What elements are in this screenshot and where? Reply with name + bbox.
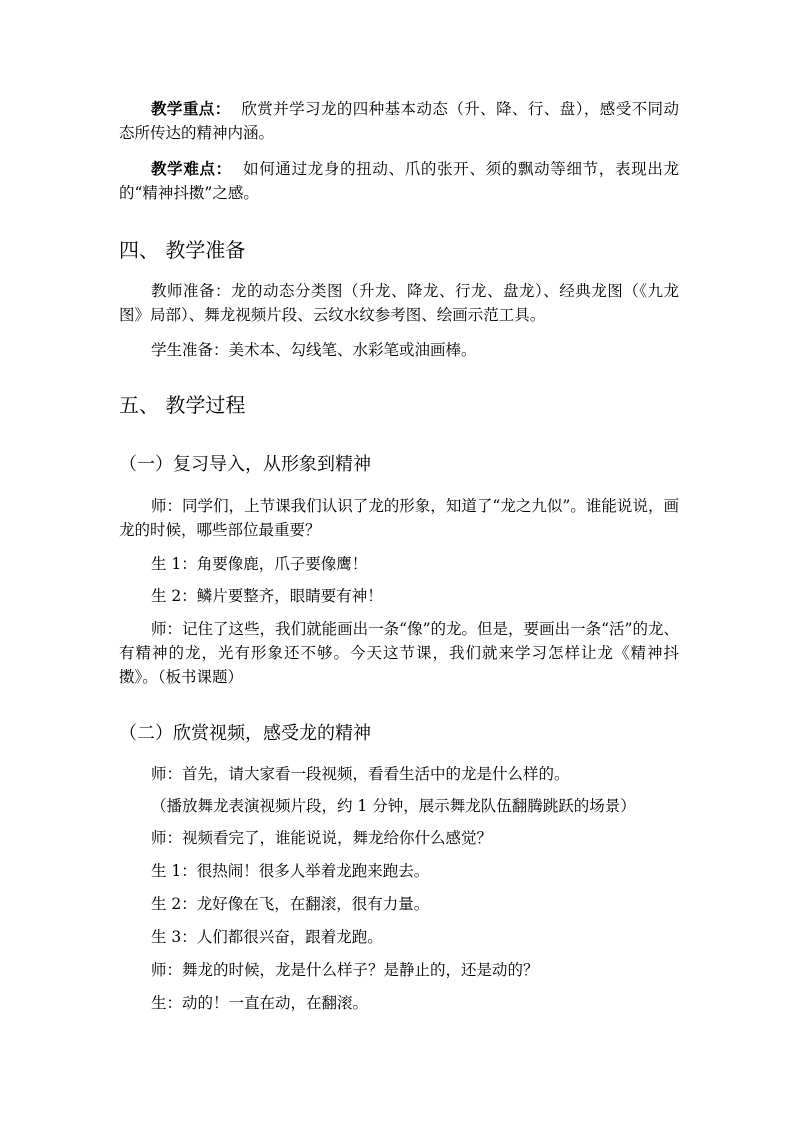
key-point-label: 教学重点：	[151, 99, 231, 118]
difficulty-paragraph	[119, 157, 679, 205]
difficulty-text: 如何通过龙身的扭动、爪的张开、须的飘动等细节，表现出龙的“精神抖擞”之感。	[119, 160, 679, 202]
dialogue-line: 师：记住了这些，我们就能画出一条“像”的龙。但是，要画出一条“活”的龙、有精神的龙，光有形象还不够。今天这节课，我们就来学习怎样让龙《精神抖擞》。（板书课题）	[119, 620, 679, 686]
dialogue-line: 师：舞龙的时候，龙是什么样子？是静止的，还是动的？	[151, 961, 539, 979]
dialogue-line: 师：首先，请大家看一段视频，看看生活中的龙是什么样的。	[151, 765, 570, 783]
dialogue-line: 生 3：人们都很兴奋，跟着龙跑。	[151, 928, 383, 946]
teacher-prep-paragraph: 教师准备：龙的动态分类图（升龙、降龙、行龙、盘龙）、经典龙图（《九龙图》局部）、舞龙视频片段、云纹水纹参考图、绘画示范工具。	[119, 282, 679, 324]
dialogue-line: 师：视频看完了，谁能说说，舞龙给你什么感觉？	[151, 829, 493, 847]
key-point-paragraph	[119, 97, 679, 145]
difficulty-label: 教学难点：	[151, 159, 232, 178]
dialogue-line: （播放舞龙表演视频片段，约 1 分钟，展示舞龙队伍翻腾跳跃的场景）	[151, 797, 636, 815]
dialogue-line: 生 2：龙好像在飞，在翻滚，很有力量。	[151, 895, 430, 913]
section5-heading: 五、 教学过程	[119, 393, 246, 417]
section4-heading: 四、 教学准备	[119, 238, 246, 262]
student-prep-paragraph: 学生准备：美术本、勾线笔、水彩笔或油画棒。	[151, 341, 477, 359]
key-point-text: 欣赏并学习龙的四种基本动态（升、降、行、盘），感受不同动态所传达的精神内涵。	[119, 100, 679, 142]
dialogue-line: 师：同学们，上节课我们认识了龙的形象，知道了“龙之九似”。谁能说说，画龙的时候，哪些部位最重要？	[119, 497, 679, 539]
dialogue-line: 生 2：鳞片要整齐，眼睛要有神！	[151, 587, 383, 605]
dialogue-line: 生 1：很热闹！很多人举着龙跑来跑去。	[151, 862, 430, 880]
dialogue-line: 生 1：角要像鹿，爪子要像鹰！	[151, 555, 368, 573]
part2-heading: （二）欣赏视频，感受龙的精神	[119, 723, 371, 744]
part1-heading: （一）复习导入，从形象到精神	[119, 454, 371, 475]
dialogue-line: 生：动的！一直在动，在翻滚。	[151, 994, 369, 1012]
